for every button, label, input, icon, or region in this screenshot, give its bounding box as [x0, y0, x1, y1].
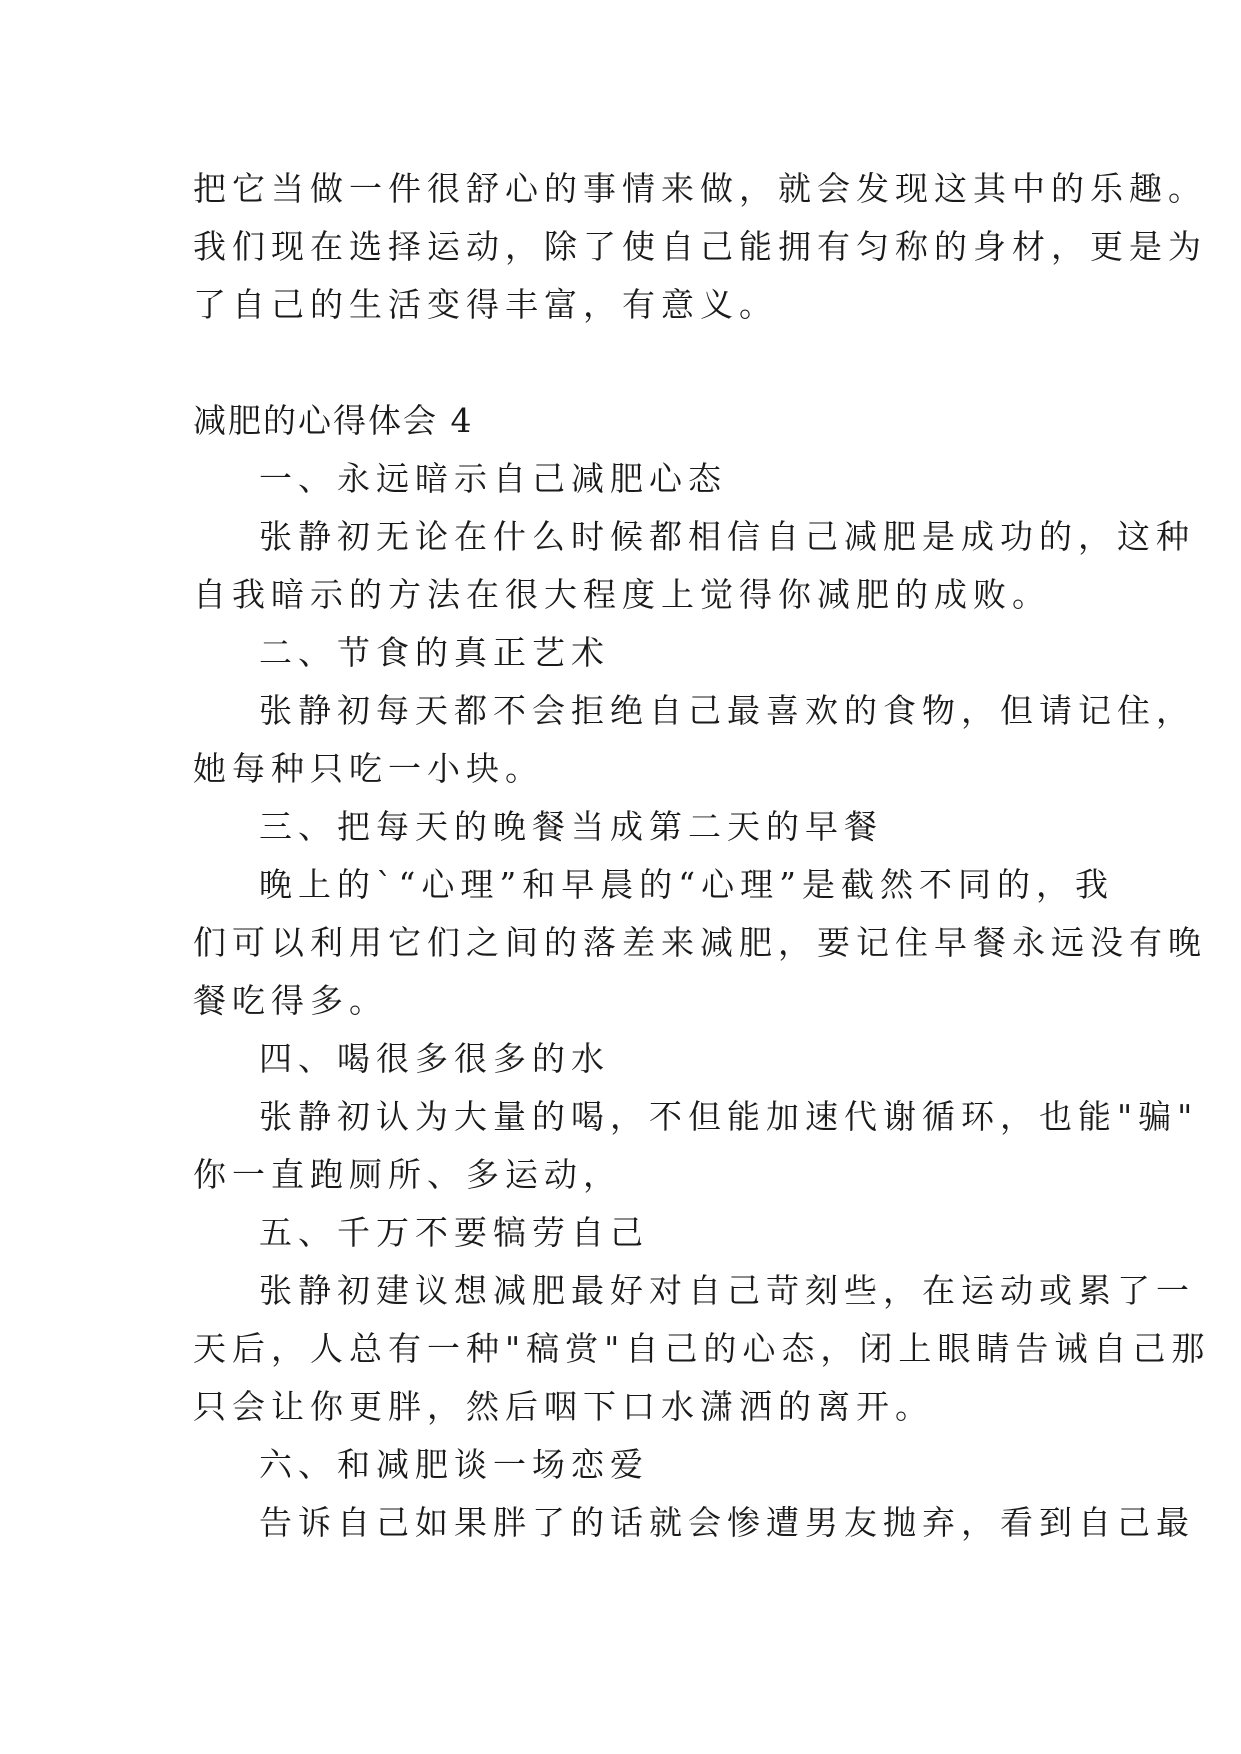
body-line: 张静初建议想减肥最好对自己苛刻些，在运动或累了一 — [259, 1271, 1195, 1310]
body-line: 你一直跑厕所、多运动， — [193, 1155, 622, 1194]
body-line: 餐吃得多。 — [193, 981, 388, 1020]
body-line: 五、千万不要犒劳自己 — [259, 1213, 649, 1252]
body-line: 三、把每天的晚餐当成第二天的早餐 — [259, 807, 883, 846]
intro-line: 了自己的生活变得丰富，有意义。 — [193, 285, 778, 324]
body-line: 晚上的`“心理”和早晨的“心理”是截然不同的，我 — [259, 865, 1114, 904]
document-page — [193, 160, 1211, 1552]
body-line: 二、节食的真正艺术 — [259, 633, 610, 672]
body-line: 张静初无论在什么时候都相信自己减肥是成功的，这种 — [259, 517, 1195, 556]
body-line: 告诉自己如果胖了的话就会惨遭男友抛弃，看到自己最 — [259, 1503, 1195, 1542]
body-line: 自我暗示的方法在很大程度上觉得你减肥的成败。 — [193, 575, 1051, 614]
body-line: 天后，人总有一种"稿赏"自己的心态，闭上眼睛告诫自己那 — [193, 1329, 1211, 1368]
section-title: 减肥的心得体会 4 — [193, 401, 474, 440]
body-line: 四、喝很多很多的水 — [259, 1039, 610, 1078]
section-body — [193, 450, 1211, 1552]
body-line: 们可以利用它们之间的落差来减肥，要记住早餐永远没有晚 — [193, 923, 1207, 962]
body-line: 张静初每天都不会拒绝自己最喜欢的食物，但请记住， — [259, 691, 1195, 730]
intro-line: 我们现在选择运动，除了使自己能拥有匀称的身材，更是为 — [193, 227, 1207, 266]
body-line: 她每种只吃一小块。 — [193, 749, 544, 788]
body-line: 六、和减肥谈一场恋爱 — [259, 1445, 649, 1484]
body-line: 只会让你更胖，然后咽下口水潇洒的离开。 — [193, 1387, 934, 1426]
intro-line: 把它当做一件很舒心的事情来做，就会发现这其中的乐趣。 — [193, 169, 1207, 208]
body-line: 一、永远暗示自己减肥心态 — [259, 459, 727, 498]
body-line: 张静初认为大量的喝，不但能加速代谢循环，也能"骗" — [259, 1097, 1199, 1136]
